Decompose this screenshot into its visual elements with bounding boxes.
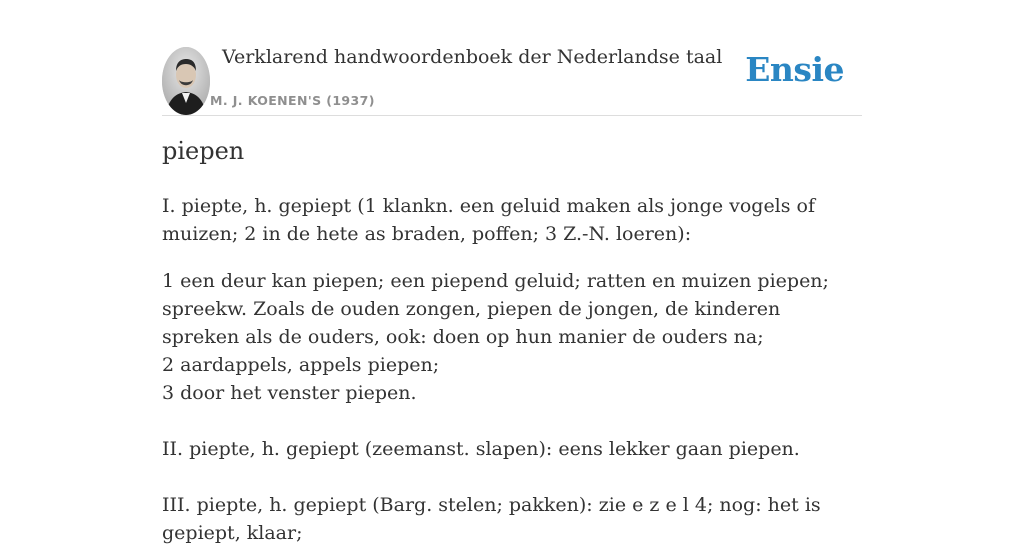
spacer bbox=[162, 463, 862, 491]
sense-1-example-2: 2 aardappels, appels piepen; bbox=[162, 354, 440, 376]
entry-definition bbox=[162, 192, 862, 547]
sense-2: II. piepte, h. gepiept (zeemanst. slapen): eens lekker gaan piepen. bbox=[162, 438, 800, 460]
spacer bbox=[162, 407, 862, 435]
site-header bbox=[162, 40, 862, 116]
dictionary-title: Verklarend handwoordenboek der Nederlandse taal bbox=[222, 46, 723, 68]
dictionary-source: M. J. KOENEN'S (1937) bbox=[210, 93, 375, 108]
entry-headword: piepen bbox=[162, 137, 245, 165]
sense-1-example-3: 3 door het venster piepen. bbox=[162, 382, 417, 404]
ensie-logo[interactable]: Ensie bbox=[745, 50, 844, 89]
sense-1-example-1: 1 een deur kan piepen; een piepend geluid; ratten en muizen piepen; spreekw. Zoals de ouden zongen, piepen de jongen, de kinderen spreken als de ouders, ook: doen op hun manier de ouders na; bbox=[162, 270, 829, 348]
author-portrait-image bbox=[162, 47, 210, 115]
sense-3: III. piepte, h. gepiept (Barg. stelen; pakken): zie e z e l 4; nog: het is gepiept, klaar; bbox=[162, 494, 821, 544]
sense-1-intro: I. piepte, h. gepiept (1 klankn. een geluid maken als jonge vogels of muizen; 2 in de hete as braden, poffen; 3 Z.-N. loeren): bbox=[162, 195, 816, 245]
